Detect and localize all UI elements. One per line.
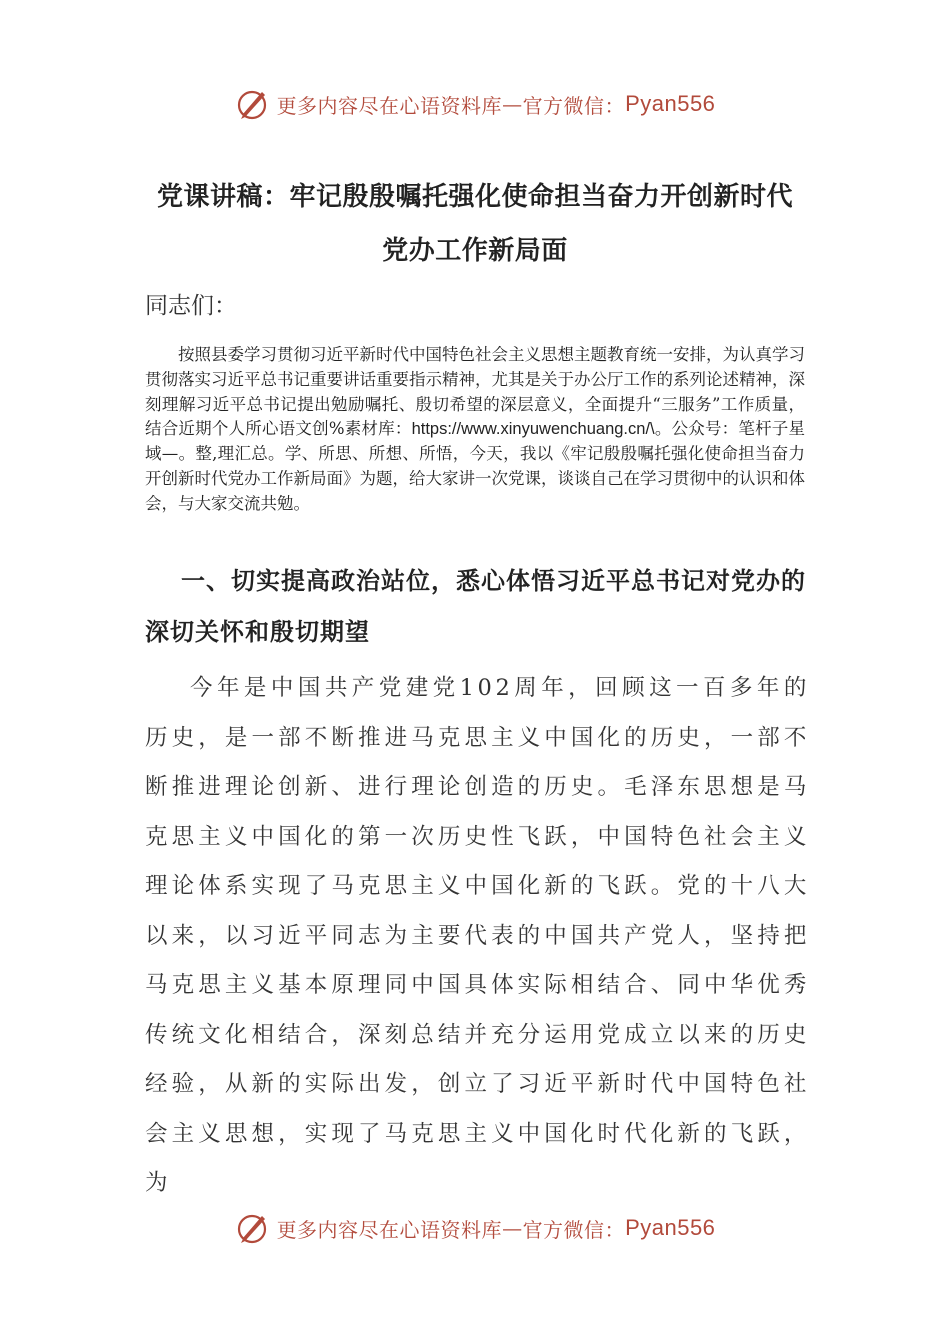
banner-wechat-id: Pyan556 — [625, 1215, 716, 1240]
section-heading: 一、切实提高政治站位，悉心体悟习近平总书记对党办的深切关怀和殷切期望 — [145, 566, 806, 646]
banner-wechat-id: Pyan556 — [625, 91, 716, 116]
quill-pen-logo-icon — [235, 86, 271, 122]
banner-dash: — — [502, 92, 523, 116]
header-watermark-banner — [0, 84, 950, 124]
salutation: 同志们： — [145, 293, 237, 319]
banner-wechat-label: 官方微信： — [522, 93, 626, 118]
intro-paragraph — [145, 343, 805, 517]
banner-prefix: 更多内容尽在心语资料库 — [276, 1217, 503, 1242]
document-title: 党课讲稿：牢记殷殷嘱托强化使命担当奋力开创新时代党办工作新局面 — [156, 182, 793, 266]
banner-prefix: 更多内容尽在心语资料库 — [276, 93, 503, 118]
body-paragraph: 今年是中国共产党建党102周年，回顾这一百多年的历史，是一部不断推进马克思主义中国化的历史，一部不断推进理论创新、进行理论创造的历史。毛泽东思想是马克思主义中国化的第一次历史性飞跃，中国特色社会主义理论体系实现了马克思主义中国化新的飞跃。党的十八大以来，以习近平同志为主要代表的中国共产党人，坚持把马克思主义基本原理同中国具体实际相结合、同中华优秀传统文化相结合，深刻总结并充分运用党成立以来的历史经验，从新的实际出发，创立了习近平新时代中国特色社会主义思想，实现了马克思主义中国化时代化新的飞跃，为 — [145, 675, 810, 1196]
intro-text-after-url: 。公众号：笔杆子星域—。整,理汇总。学、所思、所想、所悟，今天，我以《牢记殷殷嘱托强化使命担当奋力开创新时代党办工作新局面》为题，给大家讲一次党课，谈谈自己在学习贯彻中的认识和体会，与大家交流共勉。 — [145, 419, 806, 513]
intro-text-before-url: 按照县委学习贯彻习近平新时代中国特色社会主义思想主题教育统一安排，为认真学习贯彻落实习近平总书记重要讲话重要指示精神，尤其是关于办公厅工作的系列论述精神，深刻理解习近平总书记提出勉励嘱托、殷切希望的深层意义，全面提升“三服务”工作质量，结合近期个人所心语文创%素材库： — [145, 345, 805, 439]
intro-url: https://www.xinyuwenchuang.cn/\ — [411, 420, 655, 439]
quill-pen-logo-icon — [235, 1210, 271, 1246]
banner-dash: — — [502, 1216, 523, 1240]
banner-wechat-label: 官方微信： — [522, 1217, 626, 1242]
footer-watermark-banner — [0, 1208, 950, 1248]
